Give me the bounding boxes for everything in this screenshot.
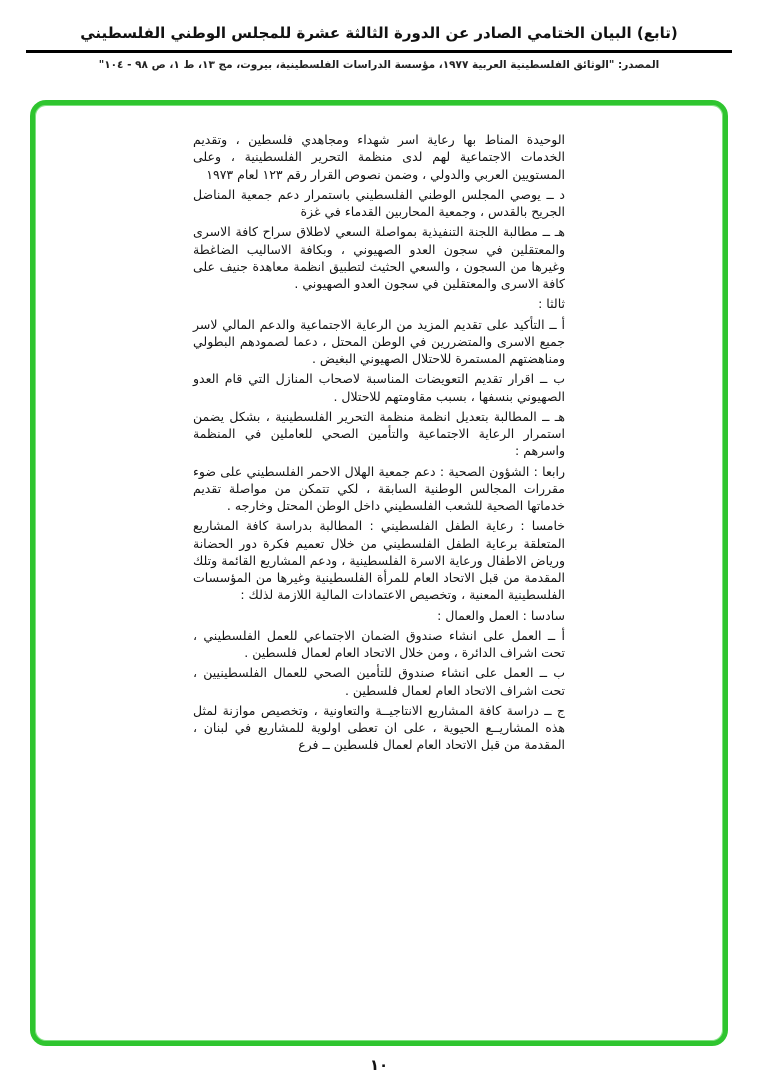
body-paragraph: هـ ــ مطالبة اللجنة التنفيذية بمواصلة السعي لاطلاق سراح كافة الاسرى والمعتقلين في سجون العدو الصهيوني ، وبكافة الاساليب الضاغطة وغيرها من السجون ، والسعي الحثيث لتطبيق انظمة معاهدة جنيف على كافة الاسرى والمعتقلين في سجون العدو الصهيوني . [193, 224, 565, 291]
body-paragraph: د ــ يوصي المجلس الوطني الفلسطيني باستمرار دعم جمعية المناضل الجريح بالقدس ، وجمعية المحاربين القدماء في غزة [193, 186, 565, 219]
scanned-text-frame [30, 100, 728, 1046]
header-divider [26, 50, 732, 53]
body-paragraph: أ ــ التأكيد على تقديم المزيد من الرعاية الاجتماعية والدعم المالي لاسر جميع الاسرى والمتضررين في الوطن المحتل ، دعما لصمودهم البطولي ومناهضتهم المستمرة للاحتلال الصهيوني البغيض . [193, 316, 565, 366]
page-title: (تابع) البيان الختامي الصادر عن الدورة الثالثة عشرة للمجلس الوطني الفلسطيني [80, 24, 678, 42]
source-citation: المصدر: "الوثائق الفلسطينية العربية ١٩٧٧، مؤسسة الدراسات الفلسطينية، بيروت، مج ١٣، ط ١، ص ٩٨ - ١٠٤" [98, 59, 660, 71]
body-paragraph: ب ــ العمل على انشاء صندوق للتأمين الصحي للعمال الفلسطينيين ، تحت اشراف الاتحاد العام لعمال فلسطين . [193, 665, 565, 698]
body-paragraph: الوحيدة المناط بها رعاية اسر شهداء ومجاهدي فلسطين ، وتقديم الخدمات الاجتماعية لهم لدى منظمة التحرير الفلسطينية ، وعلى المستويين العربي والدولي ، وضمن نصوص القرار رقم ١٢٣ لعام ١٩٧٣ [193, 132, 565, 182]
body-text-block [193, 131, 565, 754]
body-paragraph: أ ــ العمل على انشاء صندوق الضمان الاجتماعي للعمل الفلسطيني ، تحت اشراف الدائرة ، ومن خلال الاتحاد العام لعمال فلسطين . [193, 627, 565, 660]
body-paragraph: رابعا : الشؤون الصحية : دعم جمعية الهلال الاحمر الفلسطيني على ضوء مقررات المجالس الوطنية السابقة ، لكي تتمكن من مواصلة تقديم خدماتها الصحية للشعب الفلسطيني داخل الوطن المحتل وخارجه . [193, 463, 565, 513]
page-number: ١٠ [369, 1056, 389, 1074]
body-paragraph: هـ ــ المطالبة بتعديل انظمة منظمة التحرير الفلسطينية ، بشكل يضمن استمرار الرعاية الاجتماعية والتأمين الصحي للعاملين في المنظمة واسرهم : [193, 408, 565, 459]
body-paragraph: ج ــ دراسة كافة المشاريع الانتاجيــة والتعاونية ، وتخصيص موازنة لمثل هذه المشاريــع الحيوية ، على ان تعطى اولوية للمشاريع في لبنان ، المقدمة من قبل الاتحاد العام لعمال فلسطين ــ فرع [193, 702, 565, 753]
body-paragraph: خامسا : رعاية الطفل الفلسطيني : المطالبة بدراسة كافة المشاريع المتعلقة برعاية الطفل الفلسطيني من خلال تعميم فكرة دور الحضانة ورياض الاطفال ورعاية الاسرة الفلسطينية ، ودعم المشاريع القائمة وتلك المقدمة من قبل الاتحاد العام للمرأة الفلسطينية وغيرها من المؤسسات الفلسطينية المعنية ، وتخصيص الاعتمادات المالية اللازمة لذلك : [193, 518, 565, 603]
section-heading: ثالثا : [538, 296, 565, 312]
document-header [0, 0, 758, 42]
body-paragraph: ب ــ اقرار تقديم التعويضات المناسبة لاصحاب المنازل التي قام العدو الصهيوني بنسفها ، بسبب مقاومتهم للاحتلال . [193, 371, 565, 404]
section-heading: سادسا : العمل والعمال : [437, 607, 565, 623]
